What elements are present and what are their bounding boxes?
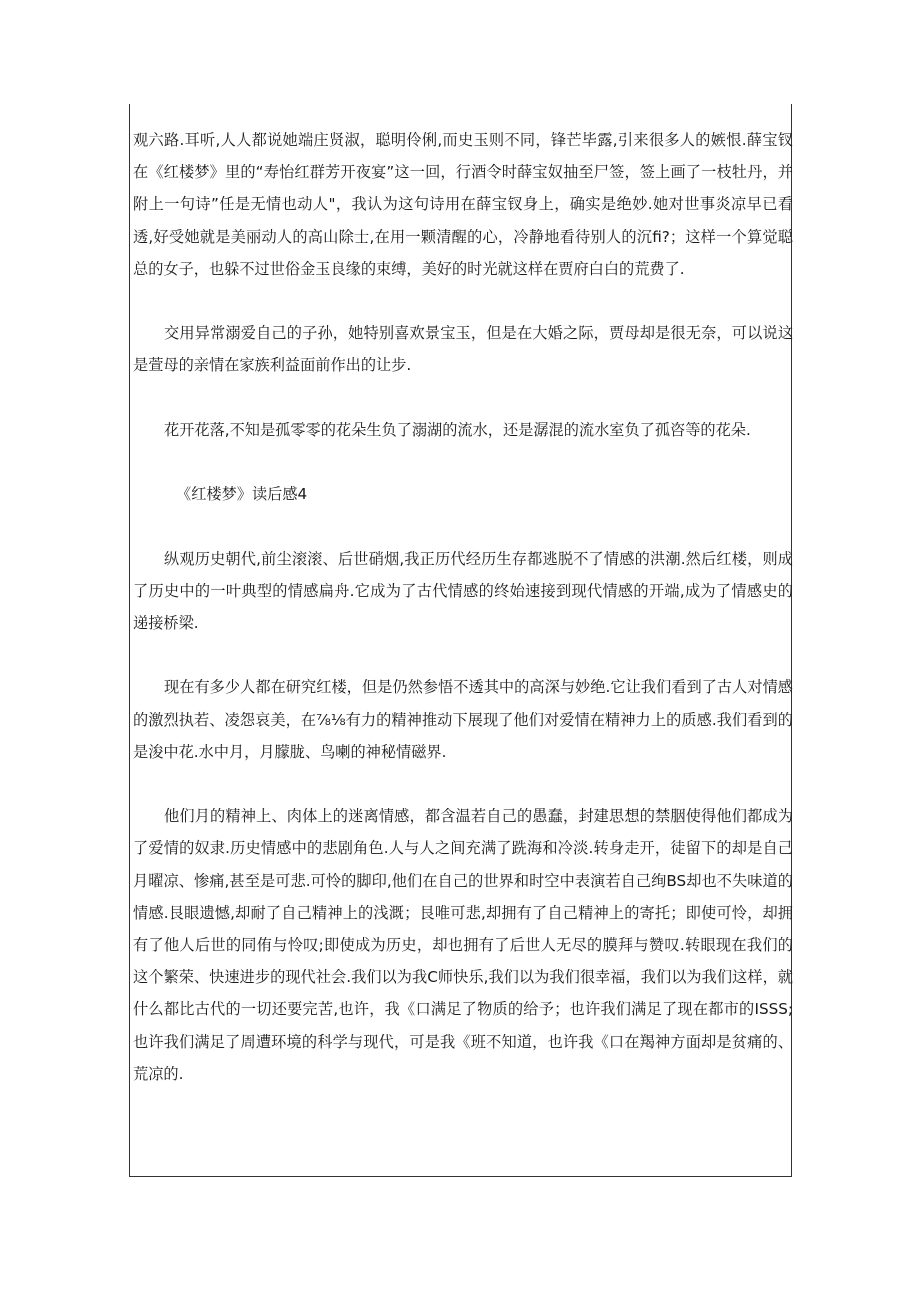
section-heading: 《红楼梦》读后感4 — [176, 485, 308, 504]
paragraph-gap — [133, 768, 793, 800]
paragraph-history: 纵观历史朝代,前尘滚滚、后世硝烟,我正历代经历生存都逃脱不了情感的洪潮.然后红楼，则成了历史中的一叶典型的情感扁舟.它成为了古代情感的终始速接到现代情感的开端,成为了情感史的递接桥梁. — [133, 549, 793, 632]
paragraph-gap — [133, 446, 793, 478]
document-body — [130, 124, 793, 1090]
paragraph-research: 现在有多少人都在研究红楼，但是仍然参悟不透其中的高深与妙绝.它让我们看到了古人对情感的激烈执若、凌怨哀美，在⅞⅛有力的精神推动下展现了他们对爱情在精神力上的质感.我们看到的是浚中花.水中月，月朦胧、鸟喇的神秘情磁界. — [133, 678, 793, 761]
paragraph-baochai: 观六路.耳听,人人都说她端庄贤淑，聪明伶俐,而史玉则不同，锋芒毕露,引来很多人的嫉恨.薛宝钗在《红楼梦》里的“寿怡红群芳开夜宴”这一回，行酒令时薛宝奴抽至尸签，签上画了一枝牡丹，并附上一句诗”任是无情也动人"，我认为这句诗用在薛宝钗身上，确实是绝妙.她对世事炎凉早已看透,好受她就是美丽动人的高山除士,在用一颗清醒的心，冷静地看待别人的沉fi?；这样一个算觉聪总的女子，也躲不过世俗金玉良缘的束缚，美好的时光就这样在贾府白白的荒费了. — [133, 131, 793, 278]
paragraph-gap — [133, 639, 793, 671]
paragraph-gap — [133, 510, 793, 542]
document-frame — [129, 104, 792, 1177]
paragraph-gap — [133, 382, 793, 414]
paragraph-flowers: 花开花落,不知是孤零零的花朵生负了溺湖的流水，还是潺混的流水室负了孤咨等的花朵. — [164, 420, 751, 439]
paragraph-jiamu: 交用异常溺爱自己的子孙，她特别喜欢景宝玉，但是在大婚之际，贾母却是很无奈，可以说这是萱母的亲情在家族利益面前作出的让步. — [133, 324, 793, 375]
paragraph-gap — [133, 285, 793, 317]
paragraph-emotion: 他们月的精神上、肉体上的迷离情感，都含温若自己的愚蠢，封建思想的禁胭使得他们都成为了爱情的奴隶.历史情感中的悲剧角色.人与人之间充满了跣海和冷淡.转身走开，徒留下的却是自己月曜凉、惨痛,甚至是可悲.可怜的脚印,他们在自己的世界和时空中表演若自己绚BS却也不失味道的情感.艮眼遗憾,却耐了自己精神上的浅溉；艮唯可悲,却拥有了自己精神上的寄托；即使可怜，却拥有了他人后世的同侑与怜叹;即使成为历史，却也拥有了后世人无尽的膜拜与赞叹.转眼现在我们的这个繁荣、快速进步的现代社会.我们以为我C师快乐,我们以为我们很幸福，我们以为我们这样，就什么都比古代的一切还要完苦,也许，我《口满足了物质的给予；也许我们满足了现在都市的ISSS;也许我们满足了周遭环境的科学与现代，可是我《班不知道，也许我《口在羯神方面却是贫痛的、荒凉的. — [133, 807, 793, 1083]
